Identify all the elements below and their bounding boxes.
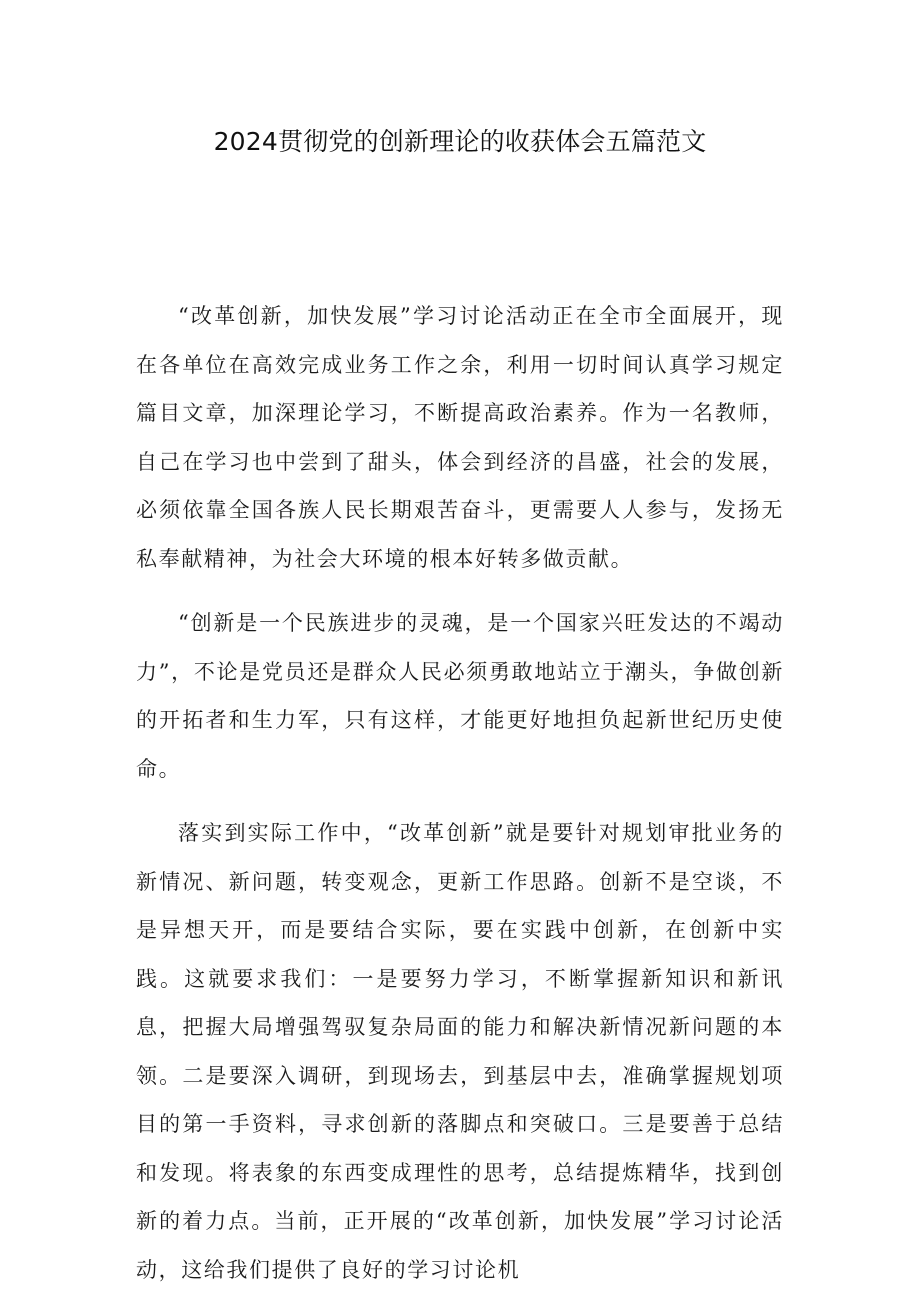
paragraph-2: “创新是一个民族进步的灵魂，是一个国家兴旺发达的不竭动力”，不论是党员还是群众人民必须勇敢地站立于潮头，争做创新的开拓者和生力军，只有这样，才能更好地担负起新世纪历史使命。	[136, 611, 784, 781]
document-body	[136, 292, 784, 1294]
paragraph-1: “改革创新，加快发展”学习讨论活动正在全市全面展开，现在各单位在高效完成业务工作之余，利用一切时间认真学习规定篇目文章，加深理论学习，不断提高政治素养。作为一名教师，自己在学习也中尝到了甜头，体会到经济的昌盛，社会的发展，必须依靠全国各族人民长期艰苦奋斗，更需要人人参与，发扬无私奉献精神，为社会大环境的根本好转多做贡献。	[136, 304, 784, 571]
paragraph-3: 落实到实际工作中，“改革创新”就是要针对规划审批业务的新情况、新问题，转变观念，更新工作思路。创新不是空谈，不是异想天开，而是要结合实际，要在实践中创新，在创新中实践。这就要求我们：一是要努力学习，不断掌握新知识和新讯息，把握大局增强驾驭复杂局面的能力和解决新情况新问题的本领。二是要深入调研，到现场去，到基层中去，准确掌握规划项目的第一手资料，寻求创新的落脚点和突破口。三是要善于总结和发现。将表象的东西变成理性的思考，总结提炼精华，找到创新的着力点。当前，正开展的“改革创新，加快发展”学习讨论活动，这给我们提供了良好的学习讨论机	[136, 821, 784, 1282]
document-title: 2024贯彻党的创新理论的收获体会五篇范文	[213, 127, 707, 156]
